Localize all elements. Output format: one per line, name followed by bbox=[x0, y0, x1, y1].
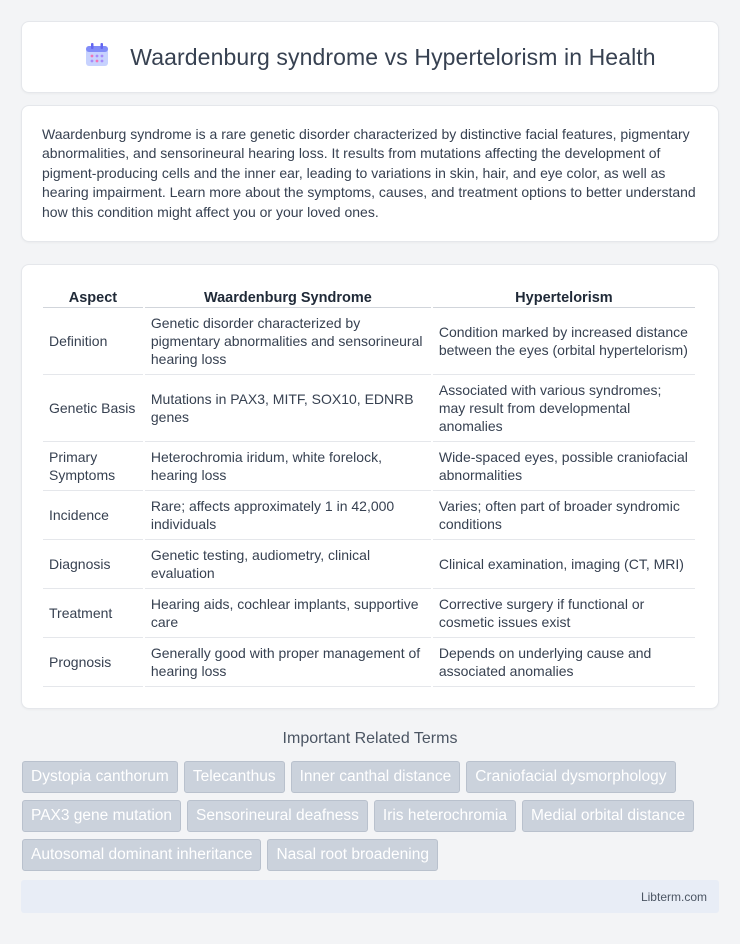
row-aspect: Treatment bbox=[43, 589, 143, 638]
row-waardenburg: Hearing aids, cochlear implants, supportive care bbox=[145, 589, 431, 638]
row-waardenburg: Mutations in PAX3, MITF, SOX10, EDNRB genes bbox=[145, 375, 431, 442]
table-row bbox=[43, 589, 695, 638]
calendar-icon bbox=[84, 42, 110, 73]
table-row bbox=[43, 375, 695, 442]
row-waardenburg: Genetic testing, audiometry, clinical evaluation bbox=[145, 540, 431, 589]
intro-text: Waardenburg syndrome is a rare genetic disorder characterized by distinctive facial features, pigmentary abnormalities, and sensorineural hearing loss. It results from mutations affecting the development of pigment-producing cells and the inner ear, leading to variations in skin, hair, and eye color, as well as hearing impairment. Learn more about the symptoms, causes, and treatment options to better understand how this condition might affect you or your loved ones. bbox=[42, 126, 696, 220]
row-aspect: Diagnosis bbox=[43, 540, 143, 589]
related-term-tag[interactable]: Craniofacial dysmorphology bbox=[466, 761, 675, 793]
column-header-aspect: Aspect bbox=[43, 285, 143, 308]
row-hypertelorism: Varies; often part of broader syndromic conditions bbox=[433, 491, 695, 540]
table-row bbox=[43, 491, 695, 540]
row-aspect: Definition bbox=[43, 308, 143, 375]
comparison-table bbox=[41, 285, 697, 687]
row-hypertelorism: Condition marked by increased distance between the eyes (orbital hypertelorism) bbox=[433, 308, 695, 375]
table-row bbox=[43, 540, 695, 589]
table-header-row bbox=[43, 285, 695, 308]
table-row bbox=[43, 442, 695, 491]
row-waardenburg: Genetic disorder characterized by pigmentary abnormalities and sensorineural hearing loss bbox=[145, 308, 431, 375]
row-hypertelorism: Depends on underlying cause and associated anomalies bbox=[433, 638, 695, 687]
table-row bbox=[43, 638, 695, 687]
related-terms-list bbox=[22, 761, 722, 871]
column-header-hypertelorism: Hypertelorism bbox=[433, 285, 695, 308]
row-hypertelorism: Associated with various syndromes; may result from developmental anomalies bbox=[433, 375, 695, 442]
row-hypertelorism: Wide-spaced eyes, possible craniofacial abnormalities bbox=[433, 442, 695, 491]
related-term-tag[interactable]: Iris heterochromia bbox=[374, 800, 516, 832]
related-term-tag[interactable]: Sensorineural deafness bbox=[187, 800, 368, 832]
row-aspect: Incidence bbox=[43, 491, 143, 540]
row-aspect: Genetic Basis bbox=[43, 375, 143, 442]
related-term-tag[interactable]: PAX3 gene mutation bbox=[22, 800, 181, 832]
comparison-table-card bbox=[21, 264, 719, 709]
related-term-tag[interactable]: Inner canthal distance bbox=[291, 761, 461, 793]
footer-brand-link[interactable]: Libterm.com bbox=[640, 889, 707, 904]
row-aspect: Prognosis bbox=[43, 638, 143, 687]
related-term-tag[interactable]: Medial orbital distance bbox=[522, 800, 694, 832]
footer bbox=[21, 880, 719, 913]
related-term-tag[interactable]: Dystopia canthorum bbox=[22, 761, 178, 793]
row-hypertelorism: Clinical examination, imaging (CT, MRI) bbox=[433, 540, 695, 589]
related-terms-title: Important Related Terms bbox=[282, 730, 458, 747]
row-hypertelorism: Corrective surgery if functional or cosmetic issues exist bbox=[433, 589, 695, 638]
column-header-waardenburg: Waardenburg Syndrome bbox=[145, 285, 431, 308]
related-term-tag[interactable]: Telecanthus bbox=[184, 761, 285, 793]
page-title: Waardenburg syndrome vs Hypertelorism in Health bbox=[130, 43, 656, 70]
table-row bbox=[43, 308, 695, 375]
row-waardenburg: Generally good with proper management of hearing loss bbox=[145, 638, 431, 687]
row-waardenburg: Heterochromia iridum, white forelock, hearing loss bbox=[145, 442, 431, 491]
related-term-tag[interactable]: Autosomal dominant inheritance bbox=[22, 839, 261, 871]
related-term-tag[interactable]: Nasal root broadening bbox=[267, 839, 438, 871]
header-card bbox=[21, 21, 719, 93]
row-waardenburg: Rare; affects approximately 1 in 42,000 individuals bbox=[145, 491, 431, 540]
row-aspect: Primary Symptoms bbox=[43, 442, 143, 491]
intro-card bbox=[21, 105, 719, 242]
